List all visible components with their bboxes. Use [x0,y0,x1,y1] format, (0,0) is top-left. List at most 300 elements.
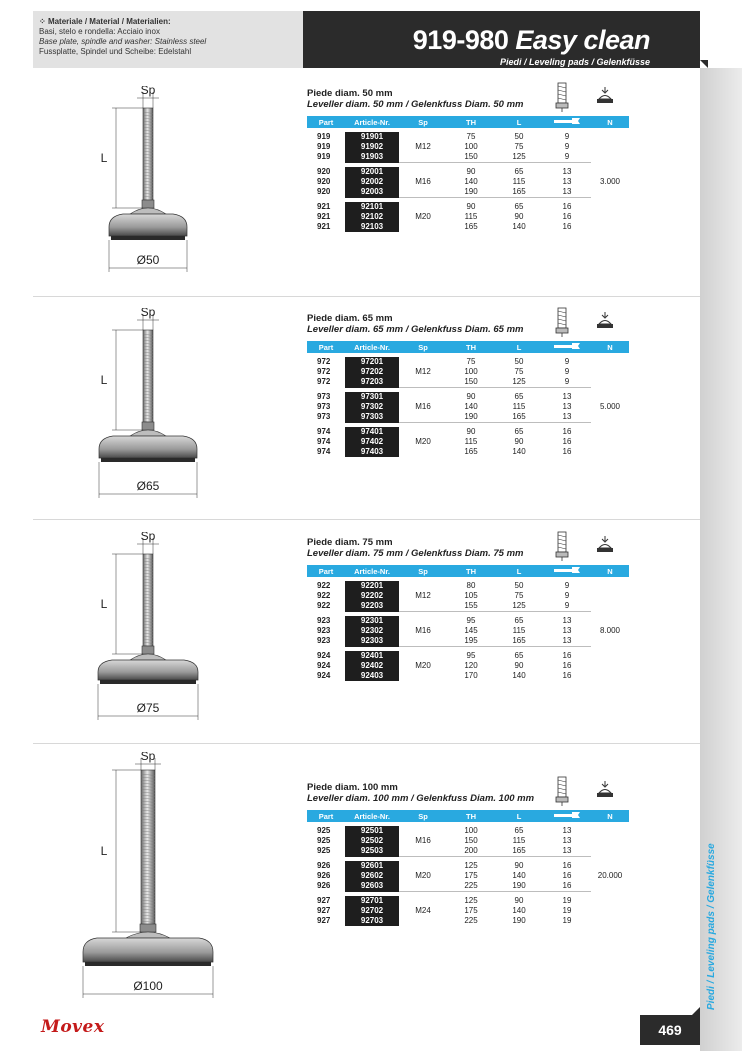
part-cell: 973 [317,392,331,401]
sp-cell [399,392,447,402]
table-row [307,437,629,447]
l-cell: 50 [514,357,524,366]
n-cell [591,437,629,447]
sp-cell: M24 [415,906,431,915]
table-header: TH [447,810,495,822]
sp-cell [399,636,447,647]
table-row [307,152,629,163]
part-cell: 973 [317,412,331,422]
sp-cell [399,881,447,892]
section-title [307,782,534,804]
article-cell: 92201 [345,581,399,591]
wrench-cell: 16 [562,871,572,880]
th-cell: 90 [466,392,476,401]
wrench-cell: 16 [562,437,572,446]
article-cell: 97402 [345,437,399,447]
th-cell: 150 [464,377,478,386]
n-cell [591,132,629,142]
part-cell: 972 [317,357,331,366]
article-cell: 97401 [345,427,399,437]
part-cell: 972 [317,377,331,387]
ball-joint [130,430,166,436]
th-cell: 95 [466,616,476,625]
part-cell: 922 [317,591,331,600]
table-row [307,626,629,636]
dim-label-sp: Sp [140,532,156,543]
article-cell: 92301 [345,616,399,626]
dim-label-l: L [100,373,108,387]
article-cell: 92001 [345,167,399,177]
table-row [307,427,629,437]
n-cell [591,142,629,152]
l-cell: 165 [512,187,526,196]
threaded-stud-icon [555,307,569,337]
table-header: Article-Nr. [345,341,399,353]
sp-cell [399,826,447,836]
wrench-icon [552,342,582,350]
load-capacity: 20.000 [597,871,623,880]
threaded-stem [143,108,153,208]
leveling-pad-drawing [0,308,230,506]
n-cell [591,591,629,601]
base-plate [98,660,198,680]
n-cell [591,671,629,681]
part-cell: 974 [317,427,331,436]
n-cell [591,651,629,661]
threaded-stem [143,554,153,654]
sp-cell [399,187,447,198]
th-cell: 80 [466,581,476,590]
sp-cell [399,357,447,367]
n-cell [591,357,629,367]
l-cell: 65 [514,826,524,835]
section-title-en: Leveller diam. 65 mm / Gelenkfuss Diam. 65 mm [307,324,524,335]
table-row [307,836,629,846]
dim-label-diameter: Ø75 [136,701,160,715]
part-cell: 919 [317,132,331,141]
part-cell: 926 [317,861,331,870]
wrench-cell: 13 [562,846,572,855]
l-cell: 65 [514,616,524,625]
wrench-cell: 13 [562,826,572,835]
article-cell: 97301 [345,392,399,402]
table-header: Sp [399,565,447,577]
th-cell: 105 [464,591,478,600]
table-row [307,871,629,881]
section-title-en: Leveller diam. 75 mm / Gelenkfuss Diam. 75 mm [307,548,524,559]
th-cell: 150 [464,836,478,845]
l-cell: 65 [514,427,524,436]
sp-cell: M16 [415,836,431,845]
page-number-corner [692,1007,700,1015]
article-cell: 97302 [345,402,399,412]
part-cell: 925 [317,836,331,845]
n-cell [591,601,629,612]
article-cell: 92401 [345,651,399,661]
part-cell: 926 [317,871,331,880]
table-header: N [591,565,629,577]
part-cell: 920 [317,187,331,197]
n-cell [591,377,629,388]
article-cell: 92502 [345,836,399,846]
table-header: L [495,565,543,577]
sp-cell [399,601,447,612]
section-title-en: Leveller diam. 100 mm / Gelenkfuss Diam. 100 mm [307,793,535,804]
table-row [307,861,629,871]
part-cell: 920 [317,177,331,186]
table-header: L [495,341,543,353]
table-row [307,187,629,198]
wrench-cell: 13 [562,392,572,401]
threaded-stem [143,330,153,430]
sp-cell [399,671,447,681]
table-header: TH [447,116,495,128]
part-cell: 924 [317,661,331,670]
article-cell: 97202 [345,367,399,377]
wrench-size-header [543,565,591,577]
sp-cell [399,581,447,591]
th-cell: 115 [464,212,478,221]
n-cell [591,906,629,916]
wrench-cell: 13 [562,167,572,176]
table-row [307,177,629,187]
wrench-cell: 9 [564,377,570,386]
table-row [307,357,629,367]
table-row [307,616,629,626]
article-cell: 92302 [345,626,399,636]
page-subtitle: Piedi / Leveling pads / Gelenkfüsse [499,57,650,67]
dim-label-diameter: Ø100 [133,979,163,993]
part-cell: 972 [317,367,331,376]
n-cell [591,367,629,377]
l-cell: 65 [514,392,524,401]
table-header: L [495,810,543,822]
materials-de: Fussplatte, Spindel und Scheibe: Edelstahl [39,47,192,56]
n-cell [591,167,629,177]
table-header: Part [307,116,345,128]
page-title: 919-980 Easy clean [412,25,650,55]
article-cell: 92602 [345,871,399,881]
sp-cell: M12 [415,367,431,376]
part-cell: 919 [317,152,331,162]
th-cell: 95 [466,651,476,660]
n-cell [591,447,629,457]
part-cell: 927 [317,916,331,925]
section-divider [33,296,700,297]
l-cell: 190 [512,916,526,925]
th-cell: 140 [464,177,478,186]
th-cell: 190 [464,187,478,196]
l-cell: 125 [512,377,526,386]
dim-label-sp: Sp [140,752,156,763]
threaded-stud-icon [555,82,569,112]
th-cell: 155 [464,601,478,610]
leveling-pad-drawing [0,86,230,280]
dim-label-sp: Sp [140,308,156,319]
table-header: TH [447,565,495,577]
table-row [307,906,629,916]
dim-label-l: L [100,844,108,858]
section-divider [33,743,700,744]
sp-cell [399,167,447,177]
th-cell: 115 [464,437,478,446]
wrench-icon [552,117,582,125]
load-weight-icon [596,86,614,106]
sp-cell: M16 [415,626,431,635]
article-cell: 91903 [345,152,399,163]
side-label: Piedi / Leveling pads / Gelenkfüsse [706,843,717,1010]
part-cell: 925 [317,826,331,835]
sp-cell [399,846,447,857]
load-capacity: 8.000 [599,626,621,635]
l-cell: 50 [514,132,524,141]
wrench-cell: 13 [562,636,572,645]
materials-it: Basi, stelo e rondella: Acciaio inox [39,27,160,36]
l-cell: 140 [512,906,526,915]
n-cell [591,916,629,926]
th-cell: 175 [464,906,478,915]
threaded-stud-icon [555,531,569,561]
sp-cell [399,447,447,457]
l-cell: 190 [512,881,526,890]
table-row [307,661,629,671]
part-cell: 927 [317,896,331,905]
wrench-cell: 13 [562,177,572,186]
th-cell: 200 [464,846,478,855]
l-cell: 115 [512,626,526,635]
table-header: N [591,810,629,822]
n-cell [591,836,629,846]
wrench-size-header [543,810,591,822]
th-cell: 165 [464,447,478,456]
l-cell: 125 [512,152,526,161]
n-cell [591,392,629,402]
l-cell: 75 [514,142,524,151]
th-cell: 90 [466,427,476,436]
l-cell: 75 [514,367,524,376]
part-cell: 921 [317,212,331,221]
article-cell: 92103 [345,222,399,232]
table-row [307,881,629,892]
sp-cell [399,412,447,423]
l-cell: 65 [514,202,524,211]
wrench-cell: 16 [562,881,572,890]
sp-cell [399,132,447,142]
table-row [307,167,629,177]
table-header: Article-Nr. [345,116,399,128]
table-row [307,222,629,232]
l-cell: 65 [514,167,524,176]
n-cell [591,412,629,423]
sp-cell [399,202,447,212]
table-row [307,212,629,222]
part-cell: 927 [317,906,331,915]
wrench-icon [552,566,582,574]
table-header: N [591,116,629,128]
table-header: Sp [399,341,447,353]
n-cell [591,881,629,892]
part-cell: 921 [317,202,331,211]
ball-joint [126,932,170,938]
rubber-pad [85,962,211,966]
th-cell: 90 [466,167,476,176]
sp-cell: M20 [415,212,431,221]
spec-table [307,565,629,681]
th-cell: 125 [464,896,478,905]
table-row [307,377,629,388]
part-cell: 922 [317,581,331,590]
n-cell [591,222,629,232]
materials-title: ⁘ Materiale / Material / Materialien: [39,17,171,26]
article-cell: 92701 [345,896,399,906]
section-title-it: Piede diam. 100 mm [307,782,398,793]
spec-table [307,341,629,457]
table-row [307,601,629,612]
section-title-it: Piede diam. 65 mm [307,313,393,324]
brand-logo: Movex [41,1017,105,1037]
wrench-cell: 13 [562,187,572,196]
sp-cell: M12 [415,142,431,151]
th-cell: 165 [464,222,478,231]
part-cell: 923 [317,616,331,625]
th-cell: 170 [464,671,478,680]
wrench-cell: 9 [564,152,570,161]
table-row [307,447,629,457]
article-cell: 91902 [345,142,399,152]
table-header: N [591,341,629,353]
sp-cell: M16 [415,177,431,186]
table-row [307,367,629,377]
article-cell: 92402 [345,661,399,671]
wrench-cell: 19 [562,916,572,925]
wrench-cell: 13 [562,412,572,421]
header-corner [700,60,708,68]
th-cell: 125 [464,861,478,870]
n-cell [591,581,629,591]
table-header: Article-Nr. [345,565,399,577]
materials-box [33,11,303,68]
leveling-pad-drawing [0,752,230,1006]
wrench-cell: 13 [562,836,572,845]
l-cell: 75 [514,591,524,600]
sp-cell: M20 [415,871,431,880]
th-cell: 140 [464,402,478,411]
th-cell: 90 [466,202,476,211]
th-cell: 150 [464,152,478,161]
load-capacity: 3.000 [599,177,621,186]
dim-label-diameter: Ø65 [136,479,160,493]
l-cell: 90 [514,661,524,670]
article-cell: 92603 [345,881,399,892]
wrench-cell: 9 [564,367,570,376]
table-row [307,132,629,142]
wrench-size-header [543,116,591,128]
part-cell: 925 [317,846,331,856]
load-weight-icon [596,311,614,331]
hex-nut [142,422,154,430]
sp-cell [399,616,447,626]
th-cell: 225 [464,881,478,890]
l-cell: 115 [512,177,526,186]
sp-cell [399,916,447,926]
article-cell: 97303 [345,412,399,423]
wrench-cell: 9 [564,601,570,610]
l-cell: 140 [512,222,526,231]
th-cell: 195 [464,636,478,645]
article-cell: 92503 [345,846,399,857]
part-cell: 921 [317,222,331,231]
rubber-pad [101,458,195,462]
article-cell: 97403 [345,447,399,457]
rubber-pad [111,236,185,240]
sp-cell [399,377,447,388]
table-header: Sp [399,116,447,128]
table-row [307,142,629,152]
hex-nut [140,924,156,932]
n-cell [591,661,629,671]
wrench-cell: 9 [564,591,570,600]
dim-label-sp: Sp [140,86,156,97]
article-cell: 97203 [345,377,399,388]
wrench-cell: 16 [562,861,572,870]
n-cell [591,187,629,198]
article-cell: 92101 [345,202,399,212]
th-cell: 145 [464,626,478,635]
table-row [307,651,629,661]
sp-cell: M12 [415,591,431,600]
l-cell: 140 [512,671,526,680]
table-header: L [495,116,543,128]
article-cell: 91901 [345,132,399,142]
table-header: TH [447,341,495,353]
table-row [307,826,629,836]
load-weight-icon [596,535,614,555]
wrench-cell: 16 [562,222,572,231]
wrench-cell: 9 [564,142,570,151]
load-capacity: 5.000 [599,402,621,411]
table-row [307,392,629,402]
ball-joint [130,208,166,214]
l-cell: 140 [512,447,526,456]
article-cell: 92303 [345,636,399,647]
article-cell: 92601 [345,861,399,871]
l-cell: 140 [512,871,526,880]
table-row [307,636,629,647]
part-cell: 924 [317,671,331,680]
wrench-cell: 13 [562,402,572,411]
wrench-cell: 19 [562,906,572,915]
n-cell [591,636,629,647]
materials-en: Base plate, spindle and washer: Stainless steel [39,37,207,46]
article-cell: 92002 [345,177,399,187]
rubber-pad [100,680,196,684]
l-cell: 125 [512,601,526,610]
th-cell: 100 [464,367,478,376]
wrench-cell: 16 [562,427,572,436]
th-cell: 75 [466,132,476,141]
n-cell [591,616,629,626]
section-title [307,537,524,559]
load-weight-icon [596,780,614,800]
sp-cell [399,152,447,163]
part-cell: 926 [317,881,331,891]
sp-cell: M20 [415,437,431,446]
part-cell: 920 [317,167,331,176]
section-title [307,88,524,110]
l-cell: 165 [512,636,526,645]
wrench-cell: 9 [564,581,570,590]
spec-table [307,810,629,926]
